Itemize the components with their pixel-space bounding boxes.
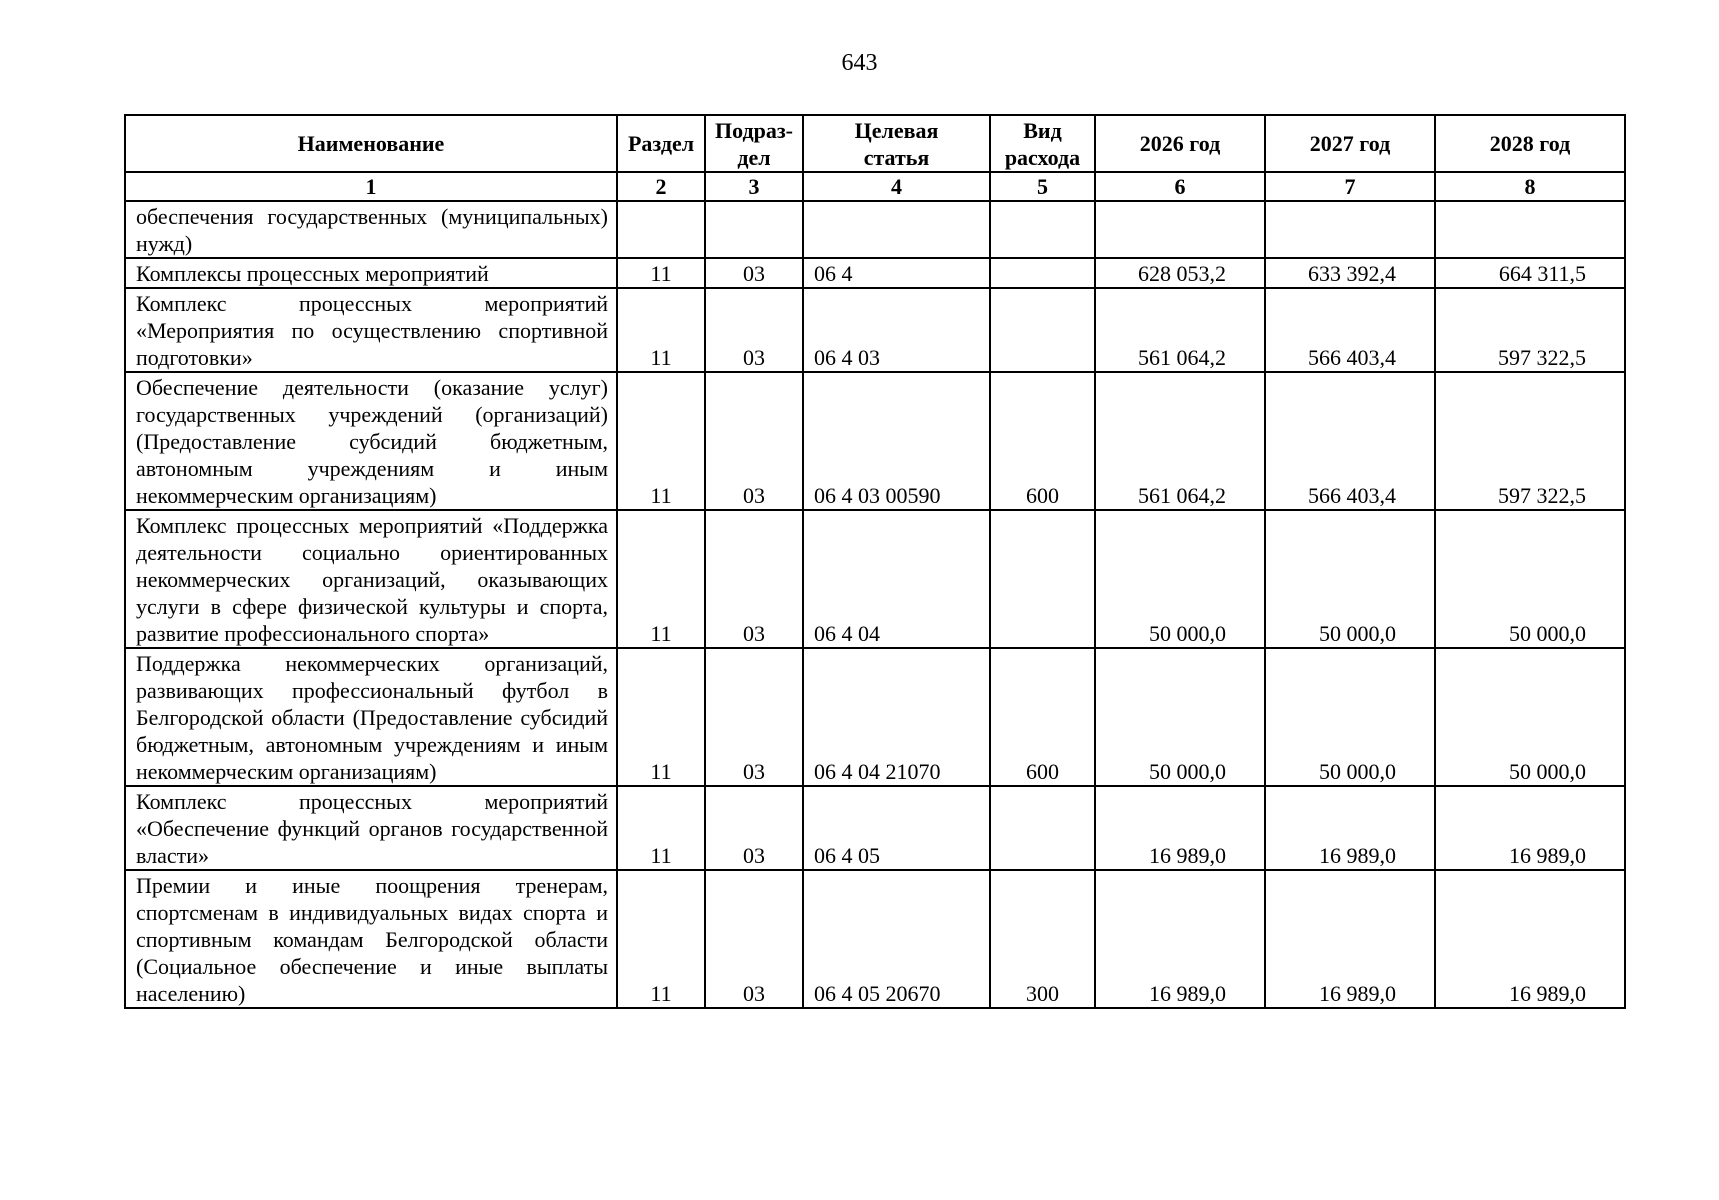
row-2026: 561 064,2 — [1095, 288, 1265, 372]
table-row — [125, 510, 1625, 648]
row-2026: 50 000,0 — [1095, 510, 1265, 648]
row-2028: 664 311,5 — [1435, 258, 1625, 288]
row-section: 11 — [617, 786, 705, 870]
row-name: Комплекс процессных мероприятий «Мероприятия по осуществлению спортивной подготовки» — [125, 288, 617, 372]
row-name: обеспечения государственных (муниципальных) нужд) — [125, 201, 617, 258]
column-number: 1 — [125, 172, 617, 201]
table-row — [125, 258, 1625, 288]
header-subsection: Подраз- дел — [705, 115, 803, 172]
row-target-article: 06 4 04 21070 — [803, 648, 990, 786]
header-target-article: Целевая статья — [803, 115, 990, 172]
column-number: 6 — [1095, 172, 1265, 201]
row-target-article: 06 4 03 — [803, 288, 990, 372]
table-row — [125, 372, 1625, 510]
row-subsection: 03 — [705, 510, 803, 648]
row-subsection: 03 — [705, 372, 803, 510]
header-2027: 2027 год — [1265, 115, 1435, 172]
row-2027: 50 000,0 — [1265, 510, 1435, 648]
row-2026: 16 989,0 — [1095, 786, 1265, 870]
row-2028: 597 322,5 — [1435, 288, 1625, 372]
column-number: 4 — [803, 172, 990, 201]
row-2028: 597 322,5 — [1435, 372, 1625, 510]
row-2026: 561 064,2 — [1095, 372, 1265, 510]
row-subsection: 03 — [705, 870, 803, 1008]
row-2027: 16 989,0 — [1265, 786, 1435, 870]
row-expense-type — [990, 510, 1095, 648]
header-row — [125, 115, 1625, 172]
row-target-article: 06 4 05 20670 — [803, 870, 990, 1008]
row-expense-type — [990, 201, 1095, 258]
row-2027: 633 392,4 — [1265, 258, 1435, 288]
row-target-article: 06 4 04 — [803, 510, 990, 648]
page-number: 643 — [841, 50, 878, 76]
header-2028: 2028 год — [1435, 115, 1625, 172]
row-expense-type — [990, 288, 1095, 372]
column-number: 7 — [1265, 172, 1435, 201]
row-section: 11 — [617, 288, 705, 372]
row-name: Обеспечение деятельности (оказание услуг) государственных учреждений (организаций) (Предоставление субсидий бюджетным, автономным учреждениям и иным некоммерческим организациям) — [125, 372, 617, 510]
table-row — [125, 870, 1625, 1008]
table-row — [125, 786, 1625, 870]
row-section — [617, 201, 705, 258]
row-name: Поддержка некоммерческих организаций, развивающих профессиональный футбол в Белгородской области (Предоставление субсидий бюджетным, автономным учреждениям и иным некоммерческим организациям) — [125, 648, 617, 786]
row-subsection: 03 — [705, 648, 803, 786]
row-2028: 16 989,0 — [1435, 870, 1625, 1008]
row-2027: 566 403,4 — [1265, 288, 1435, 372]
row-name: Комплексы процессных мероприятий — [125, 258, 617, 288]
column-number: 5 — [990, 172, 1095, 201]
row-name: Премии и иные поощрения тренерам, спортсменам в индивидуальных видах спорта и спортивным командам Белгородской области (Социальное обеспечение и иные выплаты населению) — [125, 870, 617, 1008]
row-2028 — [1435, 201, 1625, 258]
row-2027: 566 403,4 — [1265, 372, 1435, 510]
column-number: 2 — [617, 172, 705, 201]
row-subsection: 03 — [705, 258, 803, 288]
row-2028: 50 000,0 — [1435, 648, 1625, 786]
row-name: Комплекс процессных мероприятий «Поддержка деятельности социально ориентированных некоммерческих организаций, оказывающих услуги в сфере физической культуры и спорта, развитие профессионального спорта» — [125, 510, 617, 648]
row-expense-type: 600 — [990, 648, 1095, 786]
table-row — [125, 288, 1625, 372]
row-section: 11 — [617, 648, 705, 786]
row-subsection: 03 — [705, 288, 803, 372]
row-target-article: 06 4 05 — [803, 786, 990, 870]
table-row — [125, 201, 1625, 258]
row-2027: 50 000,0 — [1265, 648, 1435, 786]
table-row — [125, 648, 1625, 786]
row-section: 11 — [617, 258, 705, 288]
row-section: 11 — [617, 510, 705, 648]
header-expense-type: Вид расхода — [990, 115, 1095, 172]
row-2026: 50 000,0 — [1095, 648, 1265, 786]
row-subsection: 03 — [705, 786, 803, 870]
row-2028: 50 000,0 — [1435, 510, 1625, 648]
column-number: 3 — [705, 172, 803, 201]
row-2027 — [1265, 201, 1435, 258]
row-expense-type: 600 — [990, 372, 1095, 510]
row-expense-type: 300 — [990, 870, 1095, 1008]
row-2028: 16 989,0 — [1435, 786, 1625, 870]
row-expense-type — [990, 786, 1095, 870]
row-target-article: 06 4 — [803, 258, 990, 288]
column-number-row — [125, 172, 1625, 201]
row-2026 — [1095, 201, 1265, 258]
header-2026: 2026 год — [1095, 115, 1265, 172]
row-2027: 16 989,0 — [1265, 870, 1435, 1008]
header-section: Раздел — [617, 115, 705, 172]
row-target-article: 06 4 03 00590 — [803, 372, 990, 510]
header-name: Наименование — [125, 115, 617, 172]
row-target-article — [803, 201, 990, 258]
row-section: 11 — [617, 372, 705, 510]
row-2026: 628 053,2 — [1095, 258, 1265, 288]
row-2026: 16 989,0 — [1095, 870, 1265, 1008]
row-expense-type — [990, 258, 1095, 288]
column-number: 8 — [1435, 172, 1625, 201]
budget-table — [124, 114, 1626, 1009]
row-section: 11 — [617, 870, 705, 1008]
row-subsection — [705, 201, 803, 258]
row-name: Комплекс процессных мероприятий «Обеспечение функций органов государственной власти» — [125, 786, 617, 870]
